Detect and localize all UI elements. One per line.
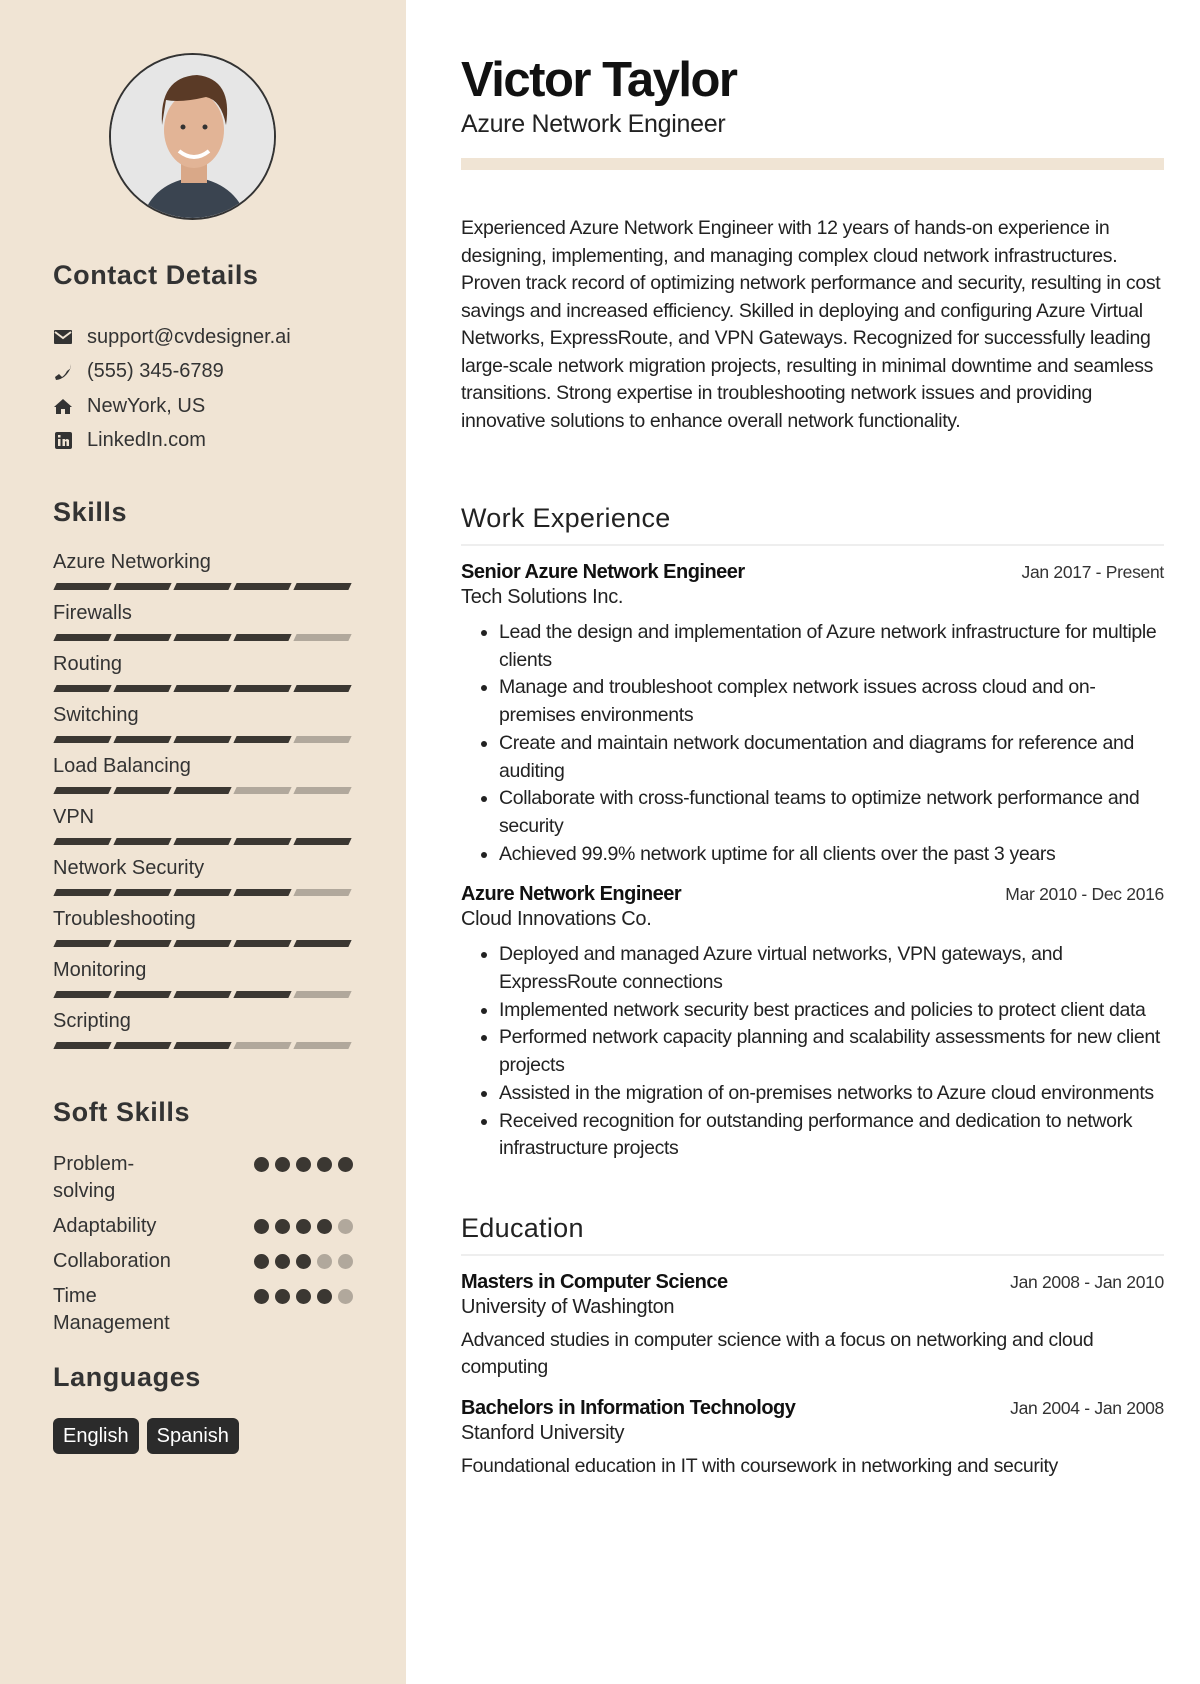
school: Stanford University bbox=[461, 1421, 625, 1444]
skill-level-segment bbox=[53, 685, 111, 692]
skill-level-segment bbox=[113, 1042, 171, 1049]
envelope-icon bbox=[53, 327, 73, 347]
degree: Masters in Computer Science bbox=[461, 1270, 728, 1293]
skill-level-segment bbox=[293, 940, 351, 947]
skill-level-bar bbox=[55, 787, 353, 794]
rating-dot bbox=[296, 1289, 311, 1304]
main-content bbox=[461, 0, 1164, 1480]
soft-skills-section bbox=[53, 1095, 353, 1345]
home-icon bbox=[53, 396, 73, 416]
work-experience-section bbox=[461, 501, 1164, 1163]
work-experience-heading: Work Experience bbox=[461, 501, 1164, 546]
rating-dot bbox=[275, 1289, 290, 1304]
skill-level-segment bbox=[233, 991, 291, 998]
skill-level-segment bbox=[233, 940, 291, 947]
skill-level-segment bbox=[293, 787, 351, 794]
skill-level-bar bbox=[55, 1042, 353, 1049]
education-header bbox=[461, 1396, 1164, 1420]
skill-level-segment bbox=[53, 787, 111, 794]
contact-section bbox=[53, 258, 291, 458]
skill-level-segment bbox=[293, 634, 351, 641]
soft-skill-row bbox=[53, 1151, 353, 1205]
soft-skill-label: Problem-solving bbox=[53, 1153, 135, 1202]
skill-level-segment bbox=[53, 583, 111, 590]
job-bullet: • Achieved 99.9% network uptime for all clients over the past 3 years bbox=[499, 841, 1164, 869]
skill-level-segment bbox=[113, 787, 171, 794]
skill-label: Firewalls bbox=[53, 602, 132, 624]
skill-level-bar bbox=[55, 838, 353, 845]
contact-location bbox=[53, 389, 291, 424]
job-bullet: • Received recognition for outstanding performance and dedication to network infrastructure projects bbox=[499, 1108, 1164, 1163]
skill-level-segment bbox=[233, 838, 291, 845]
skill-level-segment bbox=[113, 736, 171, 743]
skill-level-segment bbox=[293, 889, 351, 896]
school: University of Washington bbox=[461, 1295, 675, 1318]
skill-level-segment bbox=[53, 991, 111, 998]
header-divider bbox=[461, 158, 1164, 170]
skill-level-segment bbox=[233, 634, 291, 641]
linkedin-text: LinkedIn.com bbox=[87, 429, 206, 452]
skill-level-segment bbox=[173, 685, 231, 692]
job-dates: Mar 2010 - Dec 2016 bbox=[1005, 884, 1164, 905]
education-heading: Education bbox=[461, 1211, 1164, 1256]
skill-label: VPN bbox=[53, 806, 95, 828]
rating-dot bbox=[317, 1157, 332, 1172]
skill-level-segment bbox=[233, 787, 291, 794]
rating-dot bbox=[254, 1157, 269, 1172]
skill-level-bar bbox=[55, 736, 353, 743]
rating-dot bbox=[275, 1254, 290, 1269]
skill-level-segment bbox=[113, 940, 171, 947]
location-text: NewYork, US bbox=[87, 394, 206, 417]
skill-level-bar bbox=[55, 889, 353, 896]
skill-level-segment bbox=[53, 838, 111, 845]
linkedin-icon bbox=[53, 431, 73, 451]
soft-skill-label: Adaptability bbox=[53, 1215, 157, 1237]
languages-section bbox=[53, 1360, 239, 1454]
soft-skill-rating bbox=[254, 1248, 353, 1275]
contact-linkedin[interactable] bbox=[53, 424, 291, 459]
contact-email[interactable] bbox=[53, 320, 291, 355]
skill-level-segment bbox=[113, 685, 171, 692]
skill-level-segment bbox=[233, 685, 291, 692]
contact-phone[interactable] bbox=[53, 355, 291, 390]
job-bullet: • Performed network capacity planning and scalability assessments for new client projects bbox=[499, 1024, 1164, 1079]
skill-level-segment bbox=[173, 736, 231, 743]
language-tag: Spanish bbox=[147, 1418, 239, 1454]
education-description: Advanced studies in computer science with a focus on networking and cloud computing bbox=[461, 1328, 1094, 1379]
skill-level-segment bbox=[173, 838, 231, 845]
summary-text: Experienced Azure Network Engineer with 12 years of hands-on experience in designing, implementing, and managing complex cloud network infrastructures. Proven track record of optimizing network performance and security, resulting in cost savings and increased efficiency. Skilled in deploying and configuring Azure Virtual Networks, ExpressRoute, and VPN Gateways. Recognized for successfully leading large-scale network migration projects, resulting in minimal downtime and seamless transitions. Strong expertise in troubleshooting network issues and providing innovative solutions to enhance overall network functionality. bbox=[461, 217, 1161, 432]
job-entry bbox=[461, 882, 1164, 1163]
skill-level-segment bbox=[173, 634, 231, 641]
skills-heading: Skills bbox=[53, 497, 128, 527]
skill-level-segment bbox=[173, 1042, 231, 1049]
rating-dot bbox=[254, 1254, 269, 1269]
skill-level-segment bbox=[293, 583, 351, 590]
job-bullet: • Deployed and managed Azure virtual networks, VPN gateways, and ExpressRoute connections bbox=[499, 941, 1164, 996]
skill-label: Azure Networking bbox=[53, 551, 211, 573]
skill-label: Switching bbox=[53, 704, 139, 726]
contact-heading: Contact Details bbox=[53, 260, 259, 290]
skill-level-segment bbox=[53, 889, 111, 896]
job-title: Azure Network Engineer bbox=[461, 883, 682, 906]
job-bullet: • Implemented network security best practices and policies to protect client data bbox=[499, 997, 1164, 1025]
skill-level-segment bbox=[293, 736, 351, 743]
education-dates: Jan 2008 - Jan 2010 bbox=[1010, 1271, 1164, 1292]
soft-skills-heading: Soft Skills bbox=[53, 1097, 191, 1127]
skill-label: Routing bbox=[53, 653, 122, 675]
skill-level-segment bbox=[173, 889, 231, 896]
education-entry bbox=[461, 1396, 1164, 1481]
education-entry bbox=[461, 1270, 1164, 1382]
job-bullet: • Lead the design and implementation of Azure network infrastructure for multiple clients bbox=[499, 619, 1164, 674]
skill-level-segment bbox=[293, 1042, 351, 1049]
education-header bbox=[461, 1270, 1164, 1294]
skill-level-segment bbox=[53, 940, 111, 947]
profile-photo bbox=[109, 53, 276, 220]
skill-level-segment bbox=[113, 634, 171, 641]
skill-level-segment bbox=[293, 838, 351, 845]
skills-section bbox=[53, 495, 353, 1059]
job-company: Tech Solutions Inc. bbox=[461, 586, 624, 608]
rating-dot bbox=[275, 1219, 290, 1234]
soft-skill-row bbox=[53, 1283, 353, 1337]
skill-level-segment bbox=[53, 634, 111, 641]
skill-level-segment bbox=[293, 685, 351, 692]
rating-dot bbox=[296, 1254, 311, 1269]
skill-level-segment bbox=[233, 1042, 291, 1049]
candidate-name: Victor Taylor bbox=[461, 53, 737, 107]
skill-level-bar bbox=[55, 991, 353, 998]
rating-dot bbox=[317, 1254, 332, 1269]
rating-dot bbox=[338, 1219, 353, 1234]
soft-skill-label: Collaboration bbox=[53, 1250, 171, 1272]
skill-level-bar bbox=[55, 634, 353, 641]
job-bullet: • Collaborate with cross-functional teams to optimize network performance and security bbox=[499, 785, 1164, 840]
skill-label: Scripting bbox=[53, 1010, 131, 1032]
education-section bbox=[461, 1211, 1164, 1481]
job-header bbox=[461, 882, 1164, 906]
soft-skill-label: Time Management bbox=[53, 1285, 170, 1334]
job-dates: Jan 2017 - Present bbox=[1021, 562, 1164, 582]
skill-level-bar bbox=[55, 583, 353, 590]
skill-level-segment bbox=[113, 838, 171, 845]
skill-level-segment bbox=[173, 787, 231, 794]
skill-level-segment bbox=[113, 583, 171, 590]
email-text: support@cvdesigner.ai bbox=[87, 325, 291, 348]
rating-dot bbox=[275, 1157, 290, 1172]
skill-level-segment bbox=[113, 889, 171, 896]
rating-dot bbox=[254, 1289, 269, 1304]
skill-level-segment bbox=[293, 991, 351, 998]
rating-dot bbox=[254, 1219, 269, 1234]
job-bullets bbox=[461, 619, 1164, 868]
education-description: Foundational education in IT with coursework in networking and security bbox=[461, 1454, 1058, 1477]
skill-level-bar bbox=[55, 685, 353, 692]
job-bullet: • Assisted in the migration of on-premises networks to Azure cloud environments bbox=[499, 1080, 1164, 1108]
phone-text: (555) 345-6789 bbox=[87, 360, 224, 383]
job-entry bbox=[461, 560, 1164, 868]
skill-level-segment bbox=[173, 940, 231, 947]
skill-level-segment bbox=[233, 889, 291, 896]
rating-dot bbox=[317, 1289, 332, 1304]
languages-heading: Languages bbox=[53, 1362, 201, 1392]
rating-dot bbox=[338, 1254, 353, 1269]
rating-dot bbox=[317, 1219, 332, 1234]
soft-skill-rating bbox=[254, 1151, 353, 1205]
skill-level-segment bbox=[173, 583, 231, 590]
soft-skill-rating bbox=[254, 1213, 353, 1240]
skill-level-segment bbox=[233, 736, 291, 743]
skill-level-segment bbox=[113, 991, 171, 998]
education-dates: Jan 2004 - Jan 2008 bbox=[1010, 1397, 1164, 1418]
skill-level-bar bbox=[55, 940, 353, 947]
sidebar bbox=[0, 0, 406, 1684]
job-bullet: • Manage and troubleshoot complex network issues across cloud and on-premises environments bbox=[499, 674, 1164, 729]
soft-skill-row bbox=[53, 1213, 353, 1240]
skill-level-segment bbox=[233, 583, 291, 590]
rating-dot bbox=[338, 1157, 353, 1172]
skill-label: Troubleshooting bbox=[53, 908, 196, 930]
skill-label: Network Security bbox=[53, 857, 205, 879]
candidate-title: Azure Network Engineer bbox=[461, 110, 726, 138]
skill-label: Load Balancing bbox=[53, 755, 191, 777]
soft-skill-rating bbox=[254, 1283, 353, 1337]
degree: Bachelors in Information Technology bbox=[461, 1396, 796, 1419]
job-company: Cloud Innovations Co. bbox=[461, 908, 652, 931]
skill-level-segment bbox=[53, 736, 111, 743]
job-bullet: • Create and maintain network documentation and diagrams for reference and auditing bbox=[499, 730, 1164, 785]
job-header bbox=[461, 560, 1164, 584]
job-bullets bbox=[461, 941, 1164, 1163]
skill-level-segment bbox=[53, 1042, 111, 1049]
job-title: Senior Azure Network Engineer bbox=[461, 561, 745, 583]
skill-label: Monitoring bbox=[53, 959, 147, 981]
rating-dot bbox=[338, 1289, 353, 1304]
skill-level-segment bbox=[173, 991, 231, 998]
rating-dot bbox=[296, 1157, 311, 1172]
soft-skill-row bbox=[53, 1248, 353, 1275]
language-tag: English bbox=[53, 1418, 139, 1454]
phone-icon bbox=[53, 362, 73, 382]
rating-dot bbox=[296, 1219, 311, 1234]
